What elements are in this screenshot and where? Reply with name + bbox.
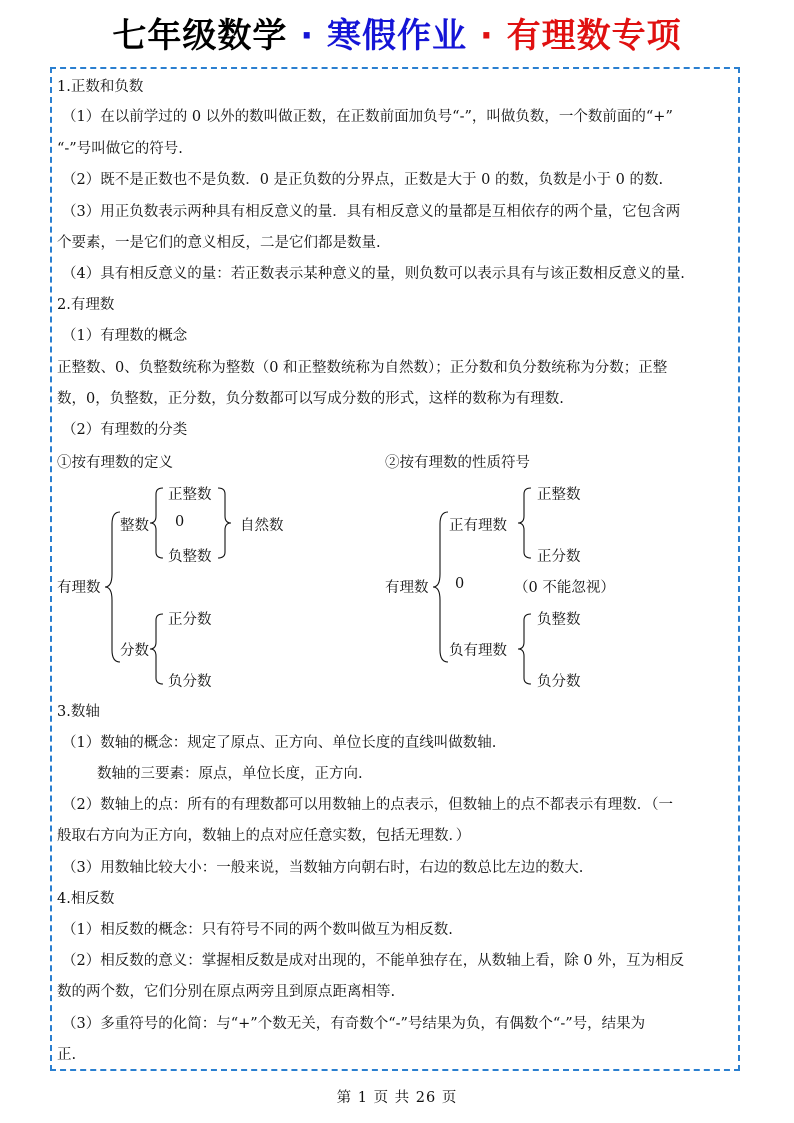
title-topic: 有理数专项 [506, 16, 682, 56]
text-line: （2）有理数的分类 [62, 422, 188, 438]
title-grade: 七年级数学 [112, 16, 288, 56]
section-heading: 4.相反数 [57, 891, 115, 907]
tree2-negative-rationals: 负有理数 [449, 643, 507, 659]
tree2-negative-fractions: 负分数 [537, 674, 581, 690]
text-line: （3）用数轴比较大小：一般来说，当数轴方向朝右时，右边的数总比左边的数大. [62, 860, 584, 876]
text-line: 正整数、0、负整数统称为整数（0 和正整数统称为自然数）；正分数和负分数统称为分数；正整 [57, 360, 668, 376]
tree2-positive-rationals: 正有理数 [449, 518, 507, 534]
tree2-zero: 0 [455, 576, 465, 592]
tree2-negative-brace [518, 614, 538, 684]
tree1-fractions: 分数 [120, 643, 149, 659]
text-line: （2）相反数的意义：掌握相反数是成对出现的，不能单独存在，从数轴上看，除 0 外，互为相反 [62, 953, 685, 969]
text-line: “-”号叫做它的符号. [57, 141, 183, 157]
tree2-zero-note: （0 不能忽视） [514, 580, 615, 596]
text-line: （4）具有相反意义的量：若正数表示某种意义的量，则负数可以表示具有与该正数相反意义的量. [62, 266, 685, 282]
tree1-integer-brace [150, 488, 170, 558]
section-heading: 3.数轴 [57, 704, 100, 720]
tree1-natural-numbers: 自然数 [240, 518, 284, 534]
page-number: 第 1 页 共 26 页 [336, 1090, 458, 1106]
tree2-positive-brace [518, 488, 538, 558]
tree2-positive-fractions: 正分数 [537, 549, 581, 565]
title-separator: · [300, 16, 315, 56]
text-line: （1）相反数的概念：只有符号不同的两个数叫做互为相反数. [62, 922, 453, 938]
tree2-root: 有理数 [385, 580, 429, 596]
text-line: 数的两个数，它们分别在原点两旁且到原点距离相等. [57, 984, 396, 1000]
tree1-zero: 0 [175, 514, 185, 530]
title-separator: · [479, 16, 494, 56]
text-line: （3）多重符号的化简：与“+”个数无关，有奇数个“-”号结果为负，有偶数个“-”号，结果为 [62, 1016, 646, 1032]
section-heading: 1.正数和负数 [57, 79, 144, 95]
tree2-root-brace [432, 512, 454, 662]
text-line: （2）数轴上的点：所有的有理数都可以用数轴上的点表示，但数轴上的点不都表示有理数．（一 [62, 797, 673, 813]
tree1-positive-fractions: 正分数 [168, 612, 212, 628]
text-line: 数轴的三要素：原点，单位长度，正方向. [97, 766, 363, 782]
text-line: （1）数轴的概念：规定了原点、正方向、单位长度的直线叫做数轴. [62, 735, 497, 751]
text-line: （3）用正负数表示两种具有相反意义的量．具有相反意义的量都是互相依存的两个量，它包含两 [62, 204, 681, 220]
tree1-natural-brace [218, 488, 238, 558]
text-line: 般取右方向为正方向，数轴上的点对应任意实数，包括无理数．） [57, 828, 471, 844]
section-heading: 2.有理数 [57, 297, 115, 313]
tree2-heading: ②按有理数的性质符号 [385, 455, 530, 471]
text-line: 数，0，负整数，正分数，负分数都可以写成分数的形式，这样的数称为有理数. [57, 391, 564, 407]
tree1-positive-integers: 正整数 [168, 487, 212, 503]
text-line: （1）有理数的概念 [62, 328, 188, 344]
text-line: （2）既不是正数也不是负数．0 是正负数的分界点，正数是大于 0 的数，负数是小于 0 的数. [62, 172, 664, 188]
tree2-positive-integers: 正整数 [537, 487, 581, 503]
tree1-heading: ①按有理数的定义 [57, 455, 173, 471]
page-title [0, 10, 794, 62]
tree1-negative-integers: 负整数 [168, 549, 212, 565]
tree1-root-brace [104, 512, 126, 662]
tree2-negative-integers: 负整数 [537, 612, 581, 628]
tree1-fraction-brace [150, 614, 170, 684]
text-line: 个要素，一是它们的意义相反，二是它们都是数量. [57, 235, 381, 251]
tree1-integers: 整数 [120, 518, 149, 534]
tree1-root: 有理数 [57, 580, 101, 596]
tree1-negative-fractions: 负分数 [168, 674, 212, 690]
title-homework: 寒假作业 [327, 16, 467, 56]
text-line: （1）在以前学过的 0 以外的数叫做正数，在正数前面加负号“-”，叫做负数，一个数前面的“+” [62, 109, 673, 125]
text-line: 正. [57, 1047, 77, 1063]
